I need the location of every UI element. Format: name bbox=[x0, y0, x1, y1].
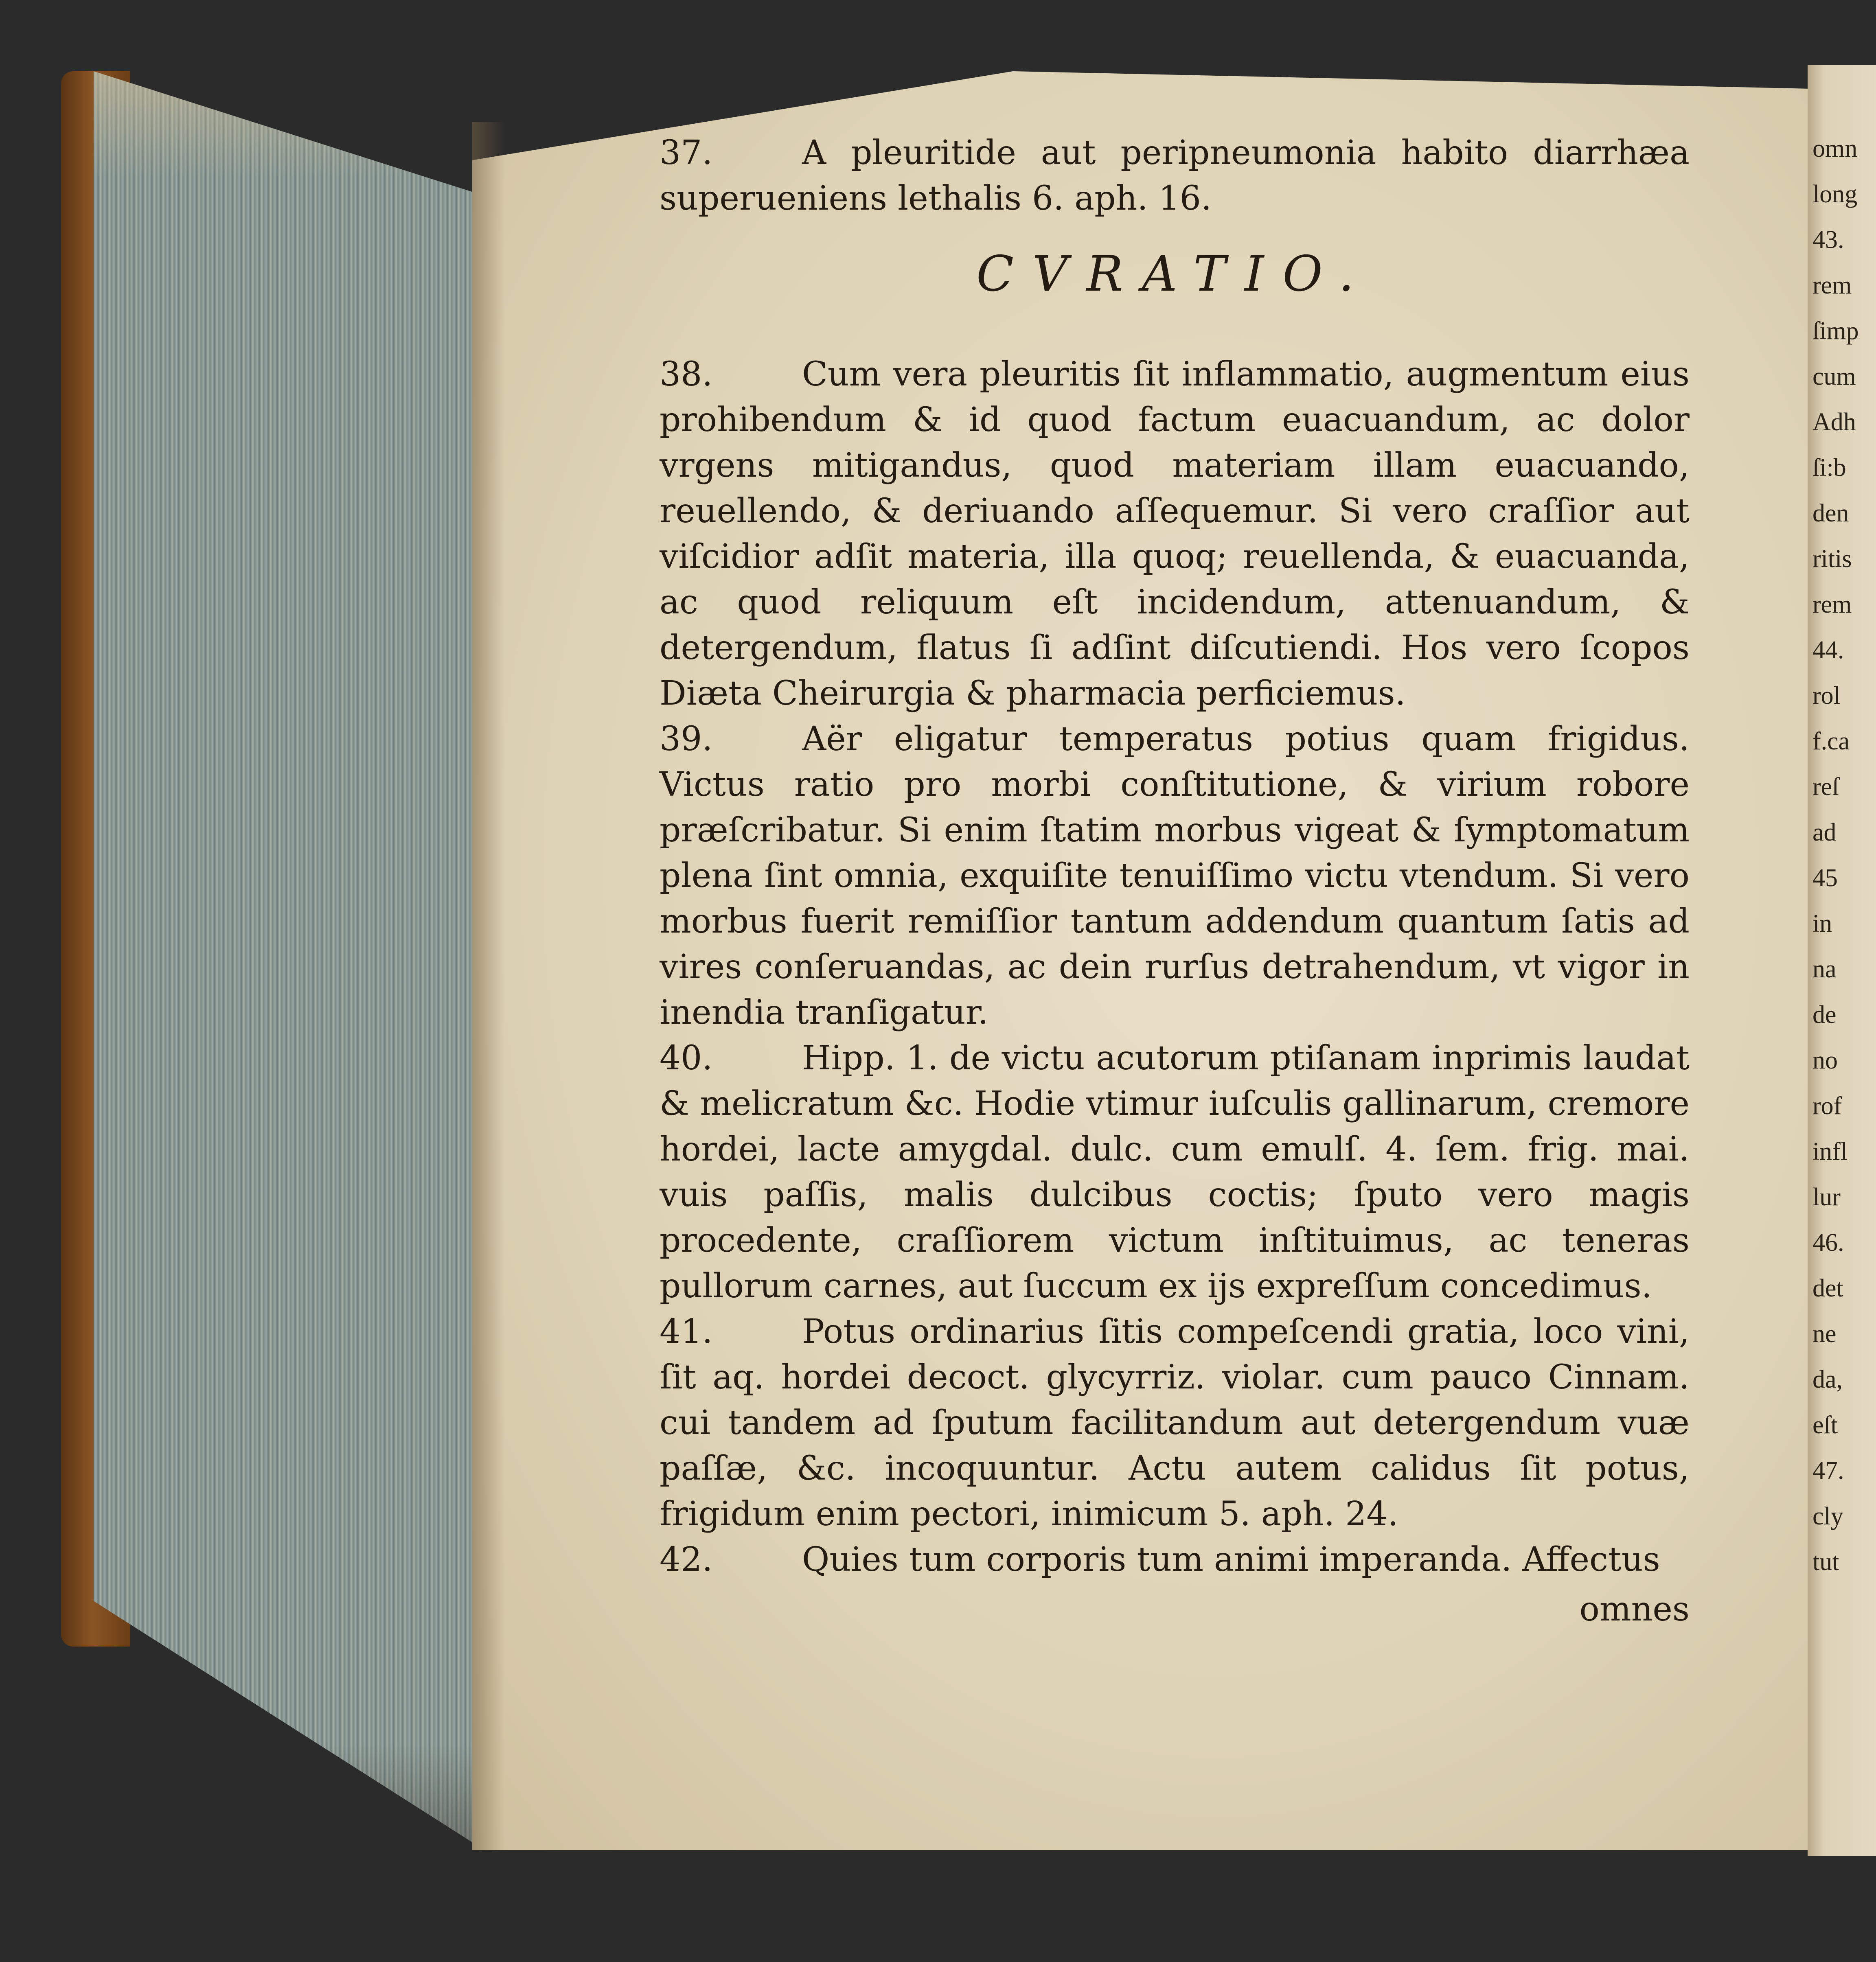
adjacent-page-line: reſ bbox=[1812, 773, 1839, 801]
adjacent-page-line: na bbox=[1812, 955, 1837, 983]
paragraph-42 bbox=[660, 1537, 1690, 1583]
adjacent-page-line: 43. bbox=[1812, 226, 1844, 254]
paragraph-41 bbox=[660, 1309, 1690, 1537]
paragraph-38 bbox=[660, 352, 1690, 716]
paragraph-number: 39. bbox=[660, 720, 713, 758]
adjacent-page-line: tut bbox=[1812, 1548, 1839, 1576]
adjacent-page-line: eſt bbox=[1812, 1411, 1838, 1439]
adjacent-page-line: Adh bbox=[1812, 408, 1856, 436]
adjacent-page-line: lur bbox=[1812, 1183, 1841, 1211]
adjacent-page-line: 44. bbox=[1812, 636, 1844, 664]
paragraph-text: Aër eligatur temperatus potius quam frigidus. Victus ratio pro morbi conſtitutione, & virium robore præſcribatur. Si enim ſtatim morbus vigeat & ſymptomatum plena ſint omnia, exquiſite tenuiſſimo victu vtendum. Si vero morbus fuerit remiſſior tantum addendum quantum ſatis ad vires conſeruandas, ac dein rurſus detrahendum, vt vigor in inendia tranſigatur. bbox=[660, 720, 1690, 1032]
paragraph-text: Cum vera pleuritis ſit inflammatio, augmentum eius prohibendum & id quod factum euacuandum, ac dolor vrgens mitigandus, quod materiam illam euacuando, reuellendo, & deriuando aſſequemur. Si vero craſſior aut viſcidior adſit materia, illa quoq; reuellenda, & euacuanda, ac quod reliquum eſt incidendum, attenuandum, & detergendum, flatus ſi adſint diſcutiendi. Hos vero ſcopos Diæta Cheirurgia & pharmacia perficiemus. bbox=[660, 355, 1690, 713]
paragraph-39 bbox=[660, 716, 1690, 1036]
adjacent-page-line: ne bbox=[1812, 1320, 1837, 1348]
adjacent-page-line: rem bbox=[1812, 272, 1852, 299]
page-text bbox=[660, 130, 1690, 1632]
adjacent-page-line: cly bbox=[1812, 1502, 1843, 1530]
page-block-edges bbox=[94, 71, 484, 1850]
adjacent-page-line: ad bbox=[1812, 819, 1837, 846]
adjacent-page-line: rem bbox=[1812, 591, 1852, 618]
paragraph-40 bbox=[660, 1036, 1690, 1309]
paragraph-number: 42. bbox=[660, 1540, 713, 1579]
adjacent-page-line: ritis bbox=[1812, 545, 1852, 573]
adjacent-page-line: de bbox=[1812, 1001, 1837, 1029]
adjacent-page-line: 45 bbox=[1812, 864, 1838, 892]
paragraph-number: 40. bbox=[660, 1039, 713, 1077]
paragraph-text: Quies tum corporis tum animi imperanda. Affectus bbox=[802, 1540, 1660, 1579]
adjacent-page bbox=[1808, 65, 1876, 1856]
adjacent-page-line: rol bbox=[1812, 682, 1841, 709]
adjacent-page-line: f.ca bbox=[1812, 727, 1850, 755]
catchword: omnes bbox=[1579, 1590, 1690, 1629]
adjacent-page-line: 46. bbox=[1812, 1229, 1844, 1257]
section-heading: CVRATIO. bbox=[976, 246, 1373, 302]
paragraph-text: Hipp. 1. de victu acutorum ptiſanam inprimis laudat & melicratum &c. Hodie vtimur iuſculis gallinarum, cremore hordei, lacte amygdal. dulc. cum emulſ. 4. ſem. frig. mai. vuis paſſis, malis dulcibus coctis; ſputo vero magis procedente, craſſiorem victum inſtituimus, ac teneras pullorum carnes, aut ſuccum ex ijs expreſſum concedimus. bbox=[660, 1039, 1690, 1305]
adjacent-page-line: cum bbox=[1812, 363, 1856, 390]
paragraph-number: 41. bbox=[660, 1312, 713, 1351]
adjacent-page-line: long bbox=[1812, 180, 1858, 208]
adjacent-page-line: ſimp bbox=[1812, 317, 1859, 345]
adjacent-page-line: den bbox=[1812, 499, 1849, 527]
page-gutter-shadow bbox=[472, 122, 505, 1850]
adjacent-page-line: det bbox=[1812, 1274, 1843, 1302]
paragraph-number: 37. bbox=[660, 134, 713, 172]
adjacent-page-line: no bbox=[1812, 1047, 1838, 1074]
paragraph-37 bbox=[660, 130, 1690, 221]
adjacent-page-line: rof bbox=[1812, 1092, 1842, 1120]
adjacent-page-line: in bbox=[1812, 910, 1832, 937]
paragraph-text: A pleuritide aut peripneumonia habito diarrhæa superueniens lethalis 6. aph. 16. bbox=[660, 134, 1690, 218]
paragraph-number: 38. bbox=[660, 355, 713, 394]
adjacent-page-line: infl bbox=[1812, 1138, 1848, 1165]
adjacent-page-line: omn bbox=[1812, 135, 1858, 162]
paragraph-text: Potus ordinarius ſitis compeſcendi gratia, loco vini, ſit aq. hordei decoct. glycyrriz. violar. cum pauco Cinnam. cui tandem ad ſputum facilitandum aut detergendum vuæ paſſæ, &c. incoquuntur. Actu autem calidus ſit potus, frigidum enim pectori, inimicum 5. aph. 24. bbox=[660, 1312, 1690, 1533]
adjacent-page-line: ſi:b bbox=[1812, 454, 1846, 482]
adjacent-page-line: 47. bbox=[1812, 1457, 1844, 1485]
adjacent-page-line: da, bbox=[1812, 1366, 1843, 1393]
